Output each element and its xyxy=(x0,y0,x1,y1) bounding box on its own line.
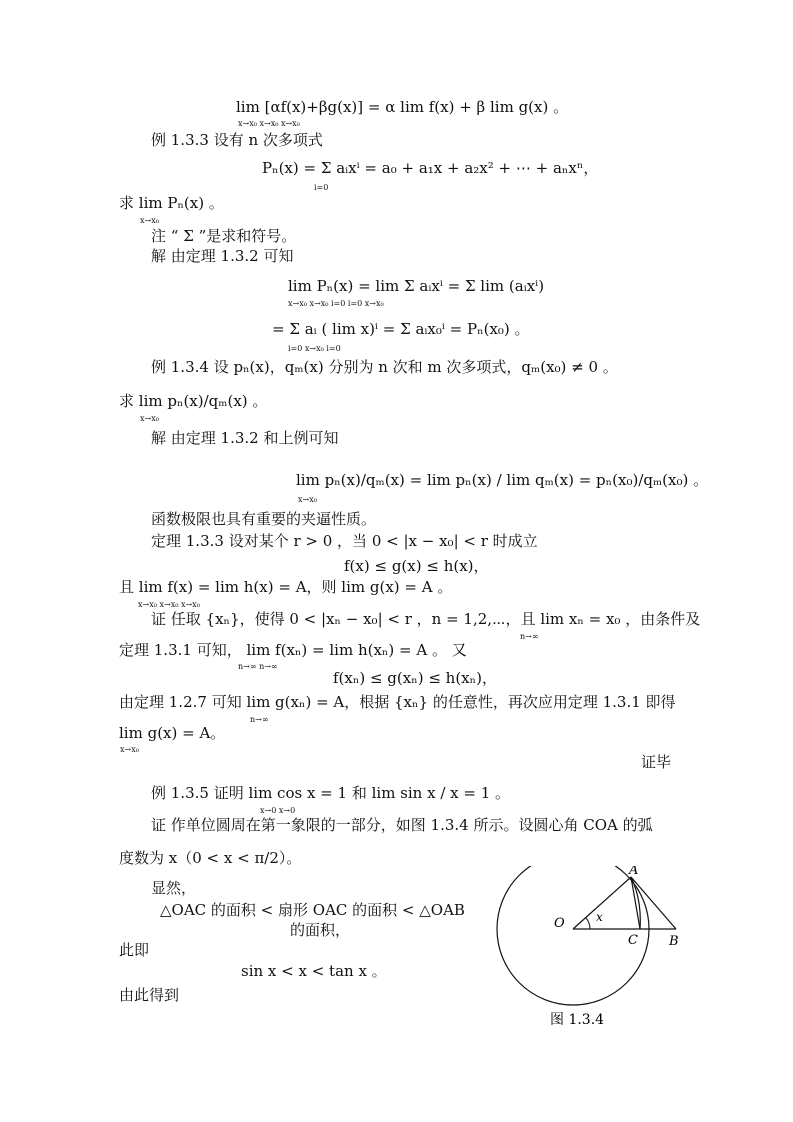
example-1-3-4-heading: 例 1.3.4 设 pₙ(x)，qₘ(x) 分别为 n 次和 m 次多项式，qₘ(x₀) ≠ 0 。 xyxy=(151,358,618,376)
solution-line: 解 由定理 1.3.2 和上例可知 xyxy=(151,429,339,447)
formula-subscript: x→x₀ x→x₀ x→x₀ xyxy=(238,119,300,128)
label-b: B xyxy=(669,934,679,949)
label-a: A xyxy=(629,866,639,878)
question-line: 求 lim Pₙ(x) 。 xyxy=(119,194,224,212)
label-o: O xyxy=(554,916,565,931)
proof-line: 由定理 1.2.7 可知 lim g(xₙ) = A，根据 {xₙ} 的任意性，再次应用定理 1.3.1 即得 xyxy=(119,693,676,711)
figure-1-3-4 xyxy=(496,866,686,1040)
squeeze-intro: 函数极限也具有重要的夹逼性质。 xyxy=(151,510,377,528)
formula-sin-x-tan: sin x < x < tan x 。 xyxy=(241,962,387,980)
area-comparison-cont: 的面积， xyxy=(290,921,351,939)
figure-caption: 图 1.3.4 xyxy=(550,1012,605,1028)
proof-line: 证 任取 {xₙ}，使得 0 < |xₙ − x₀| < r ，n = 1,2,⋯，且 lim xₙ = x₀ ，由条件及 xyxy=(151,610,701,628)
formula-subscript: x→x₀ x→x₀ i=0 i=0 x→x₀ xyxy=(288,299,384,308)
formula-linearity: lim [αf(x)+βg(x)] = α lim f(x) + β lim g(x) 。 xyxy=(236,98,569,116)
label-c: C xyxy=(628,933,638,948)
proof-line: lim g(x) = A。 xyxy=(119,724,226,742)
unit-circle-diagram xyxy=(496,866,686,1036)
formula-subscript: x→x₀ xyxy=(120,745,139,754)
proof-line: 证 作单位圆周在第一象限的一部分，如图 1.3.4 所示。设圆心角 COA 的弧 xyxy=(151,816,653,834)
formula-subscript: x→0 x→0 xyxy=(260,806,296,815)
formula-sum-limit: lim Pₙ(x) = lim Σ aᵢxⁱ = Σ lim (aᵢxⁱ) xyxy=(288,277,545,295)
solution-line: 解 由定理 1.3.2 可知 xyxy=(151,247,294,265)
formula-subscript: n→∞ xyxy=(250,715,269,724)
unit-circle xyxy=(497,866,649,1005)
proof-line: 度数为 x（0 < x < π/2）。 xyxy=(119,849,302,867)
proof-line: 定理 1.3.1 可知， lim f(xₙ) = lim h(xₙ) = A 。 又 xyxy=(119,641,467,659)
area-comparison: △OAC 的面积 < 扇形 OAC 的面积 < △OAB xyxy=(160,901,465,919)
formula-subscript: n→∞ xyxy=(520,632,539,641)
example-1-3-3-heading: 例 1.3.3 设有 n 次多项式 xyxy=(151,131,323,149)
formula-subscript: x→x₀ x→x₀ x→x₀ xyxy=(138,600,200,609)
formula-subscript: x→x₀ xyxy=(298,495,317,504)
formula-subscript: i=0 x→x₀ i=0 xyxy=(288,344,341,353)
proof-line: 显然， xyxy=(151,879,197,897)
proof-line: 此即 xyxy=(119,941,150,959)
theorem-1-3-3-heading: 定理 1.3.3 设对某个 r > 0 ，当 0 < |x − x₀| < r 时成立 xyxy=(151,532,538,550)
ab-segment xyxy=(631,877,676,929)
formula-subscript: i=0 xyxy=(314,183,329,192)
polynomial-definition: Pₙ(x) = Σ aᵢxⁱ = a₀ + a₁x + a₂x² + ⋯ + aₙxⁿ， xyxy=(262,159,599,177)
formula-subscript: x→x₀ xyxy=(140,414,159,423)
formula-sum-result: = Σ aᵢ ( lim x)ⁱ = Σ aᵢx₀ⁱ = Pₙ(x₀) 。 xyxy=(272,320,530,338)
angle-arc xyxy=(586,918,590,929)
theorem-condition: 且 lim f(x) = lim h(x) = A，则 lim g(x) = A 。 xyxy=(119,578,453,596)
formula-inequality: f(x) ≤ g(x) ≤ h(x)， xyxy=(344,557,489,575)
proof-line: 由此得到 xyxy=(119,986,180,1004)
formula-inequality: f(xₙ) ≤ g(xₙ) ≤ h(xₙ)， xyxy=(333,669,497,687)
formula-quotient-limit: lim pₙ(x)/qₘ(x) = lim pₙ(x) / lim qₘ(x) = pₙ(x₀)/qₘ(x₀) 。 xyxy=(296,471,709,489)
example-1-3-5-heading: 例 1.3.5 证明 lim cos x = 1 和 lim sin x / x = 1 。 xyxy=(151,784,511,802)
formula-subscript: x→x₀ xyxy=(140,216,159,225)
question-line: 求 lim pₙ(x)/qₘ(x) 。 xyxy=(119,392,268,410)
note-line: 注 “ Σ ”是求和符号。 xyxy=(151,227,297,245)
formula-subscript: n→∞ n→∞ xyxy=(238,662,278,671)
proof-end-mark: 证毕 xyxy=(641,753,672,771)
label-x: x xyxy=(596,910,603,924)
